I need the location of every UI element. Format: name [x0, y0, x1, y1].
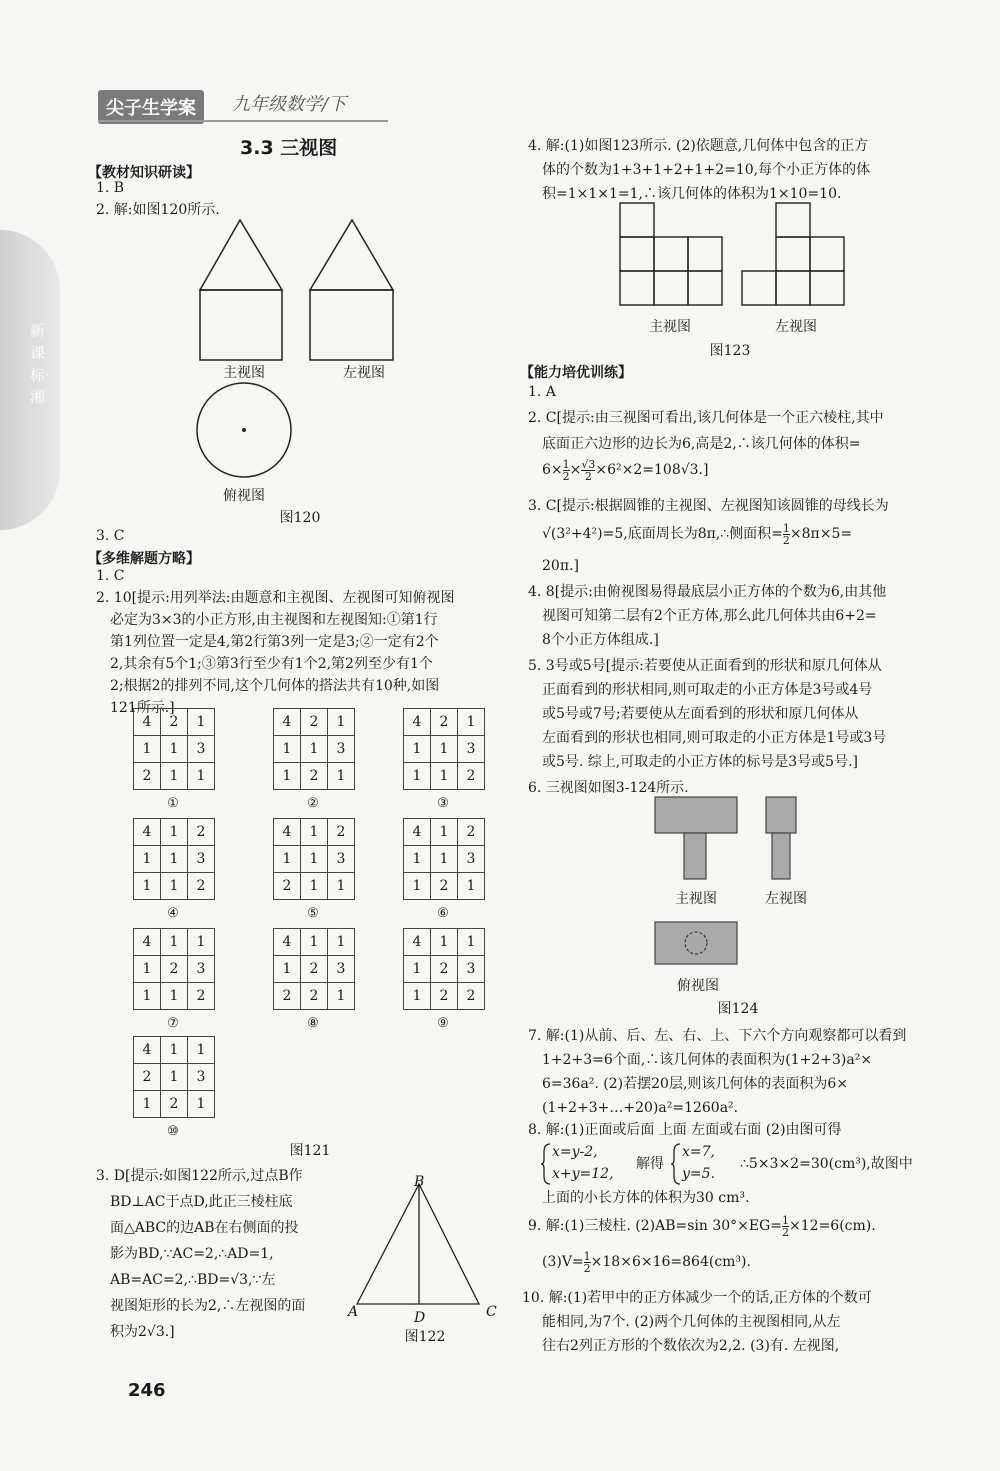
- fraction-half: $\frac{1}{2}$: [562, 457, 570, 483]
- grid-cell: 1: [188, 763, 215, 790]
- grid-cell: 3: [328, 956, 355, 983]
- method-3-line-5: AB=AC=2,∴BD=√3,∵左: [110, 1272, 276, 1288]
- ability-5-line-2: 正面看到的形状相同,则可取走的小正方体是3号或4号: [542, 682, 873, 698]
- formula-c: ×6²×2=108√3.]: [595, 462, 709, 478]
- grid-cell: 1: [188, 709, 215, 736]
- grid-cell: 1: [188, 1037, 215, 1064]
- grid-cell: 2: [161, 956, 188, 983]
- point-d: D: [414, 1310, 426, 1326]
- grid-cell: 1: [458, 709, 485, 736]
- grid-cell: 4: [404, 819, 431, 846]
- grid-cell: 2: [188, 873, 215, 900]
- method-1: 1. C: [96, 568, 125, 584]
- grid-cell: 3: [328, 846, 355, 873]
- ability-2-line-2: 底面正六边形的边长为6,高是2,∴该几何体的体积=: [542, 436, 861, 452]
- grid-cell: 1: [404, 873, 431, 900]
- method-3-line-7: 积为2√3.]: [110, 1324, 175, 1340]
- grid-4: [133, 818, 215, 900]
- ability-5-line-4: 左面看到的形状也相同,则可取走的小正方体是1号或3号: [542, 730, 887, 746]
- grid-cell: 2: [134, 1064, 161, 1091]
- grid-cell: 1: [458, 929, 485, 956]
- grid-cell: 1: [134, 736, 161, 763]
- page-number: 246: [128, 1380, 166, 1401]
- grid-cell: 2: [431, 983, 458, 1010]
- grid-cell: 4: [274, 929, 301, 956]
- system-eq-1: x=y-2,: [552, 1144, 598, 1160]
- ability-7-line-4: (1+2+3+…+20)a²=1260a².: [542, 1100, 739, 1116]
- grid-cell: 4: [274, 819, 301, 846]
- grid-cell: 1: [161, 736, 188, 763]
- grid-label: ⑩: [167, 1124, 179, 1139]
- ability-7-line-2: 1+2+3=6个面,∴该几何体的表面积为(1+2+3)a²×: [542, 1052, 873, 1068]
- grid-cell: 1: [274, 956, 301, 983]
- solution-2: y=5.: [682, 1166, 715, 1182]
- front-view-roof: [200, 220, 282, 290]
- heading-textbook: 【教材知识研读】: [88, 165, 200, 181]
- grid-cell: 3: [188, 956, 215, 983]
- heading-methods: 【多维解题方略】: [88, 551, 200, 567]
- grid-cell: 2: [458, 983, 485, 1010]
- grid-label: ⑨: [437, 1016, 449, 1031]
- fraction-half-4: $\frac{1}{2}$: [583, 1249, 591, 1275]
- answer-3: 3. C: [96, 528, 125, 544]
- grid-cell: 3: [458, 846, 485, 873]
- book-badge: 尖子生学案: [98, 90, 204, 124]
- right-4-line-1: 4. 解:(1)如图123所示. (2)依题意,几何体中包含的正方: [528, 138, 869, 154]
- ability-5-line-3: 或5号或7号;若要使从左面看到的形状和原几何体从: [542, 706, 859, 722]
- ability-8-tail: ∴5×3×2=30(cm³),故图中: [740, 1156, 913, 1172]
- grid-cell: 1: [301, 929, 328, 956]
- front-view-body: [200, 290, 282, 360]
- grid-cell: 1: [134, 846, 161, 873]
- grid-cell: 1: [328, 873, 355, 900]
- grid-cell: 1: [328, 983, 355, 1010]
- top-view-block: [655, 922, 737, 964]
- grid-cell: 4: [274, 709, 301, 736]
- grid-cell: 3: [328, 736, 355, 763]
- grid-cell: 4: [404, 709, 431, 736]
- grid-label: ③: [437, 796, 449, 811]
- grid-cell: 2: [301, 763, 328, 790]
- grid-cell: 1: [188, 929, 215, 956]
- system-eq-2: x+y=12,: [552, 1166, 614, 1182]
- method-3-line-1: 3. D[提示:如图122所示,过点B作: [96, 1168, 303, 1184]
- grid-6: [403, 818, 485, 900]
- grid-cell: 2: [328, 819, 355, 846]
- grid-cell: 4: [404, 929, 431, 956]
- grid-cell: 2: [431, 873, 458, 900]
- fig120-side-label: 左视图: [343, 365, 385, 381]
- grid-cell: 1: [301, 819, 328, 846]
- grid-cell: 1: [328, 929, 355, 956]
- fraction-half-2: $\frac{1}{2}$: [782, 521, 790, 547]
- grid-cell: 2: [274, 983, 301, 1010]
- grid-cell: 2: [301, 709, 328, 736]
- figure-120: [190, 215, 410, 505]
- method-2-line-3: 第1列位置一定是4,第2行第3列一定是3;②一定有2个: [110, 634, 439, 650]
- grid-cell: 1: [161, 819, 188, 846]
- method-3-line-6: 视图矩形的长为2,∴左视图的面: [110, 1298, 306, 1314]
- grid-cell: 1: [161, 929, 188, 956]
- fig124-front-label: 主视图: [675, 891, 717, 907]
- grid-7: [133, 928, 215, 1010]
- grid-8: [273, 928, 355, 1010]
- grid-cell: 2: [188, 983, 215, 1010]
- ability-4-line-1: 4. 8[提示:由俯视图易得最底层小正方体的个数为6,由其他: [528, 584, 887, 600]
- grid-label: ⑧: [307, 1016, 319, 1031]
- fig120-top-label: 俯视图: [223, 488, 265, 504]
- brace-1: [540, 1142, 552, 1186]
- formula-b: ×: [569, 462, 582, 478]
- grid-label: ②: [307, 796, 319, 811]
- grid-cell: 1: [134, 956, 161, 983]
- fig124-caption: 图124: [717, 1001, 759, 1017]
- ability-2-line-1: 2. C[提示:由三视图可看出,该几何体是一个正六棱柱,其中: [528, 410, 884, 426]
- right-4-line-3: 积=1×1×1=1,∴该几何体的体积为1×10=10.: [542, 186, 842, 202]
- grid-cell: 1: [431, 846, 458, 873]
- section-title: 3.3 三视图: [240, 137, 338, 159]
- grid-cell: 3: [458, 956, 485, 983]
- ability-4-line-3: 8个小正方体组成.]: [542, 632, 659, 648]
- grid-cell: 1: [161, 873, 188, 900]
- grid-cell: 1: [274, 846, 301, 873]
- ability-10-line-3: 往右2列正方形的个数依次为2,2. (3)有. 左视图,: [542, 1338, 840, 1354]
- grid-cell: 3: [458, 736, 485, 763]
- grid-cell: 1: [161, 763, 188, 790]
- grid-cell: 1: [404, 983, 431, 1010]
- grid-cell: 1: [458, 873, 485, 900]
- ability-9-line-1: 9. 解:(1)三棱柱. (2)AB=sin 30°×EG= $\frac{1}{2}$ ×12=6(cm).: [528, 1213, 876, 1239]
- grid-cell: 2: [134, 763, 161, 790]
- ability-3-line-2: √(3²+4²)=5,底面周长为8π,∴侧面积= $\frac{1}{2}$ ×8π×5=: [542, 521, 853, 547]
- ability-4-line-2: 视图可知第二层有2个正方体,那么此几何体共由6+2=: [542, 608, 877, 624]
- grid-label: ⑥: [437, 906, 449, 921]
- grid-cell: 2: [431, 956, 458, 983]
- grid-2: [273, 708, 355, 790]
- grid-9: [403, 928, 485, 1010]
- grid-cell: 1: [404, 763, 431, 790]
- method-3-line-4: 影为BD,∵AC=2,∴AD=1,: [110, 1246, 274, 1262]
- side-stem: [772, 833, 790, 879]
- method-2-line-4: 2,其余有5个1;③第3行至少有1个2,第2列至少有1个: [110, 656, 433, 672]
- grid-cell: 1: [404, 956, 431, 983]
- grid-label: ①: [167, 796, 179, 811]
- grid-label: ⑦: [167, 1016, 179, 1031]
- method-2-line-2: 必定为3×3的小正方形,由主视图和左视图知:①第1行: [110, 612, 438, 628]
- grid-cell: 1: [161, 1064, 188, 1091]
- ability-8-line-3: 上面的小长方体的体积为30 cm³.: [542, 1190, 750, 1206]
- grid-cell: 2: [458, 819, 485, 846]
- solve-label: 解得: [636, 1156, 664, 1172]
- fig124-top-label: 俯视图: [677, 978, 719, 994]
- grid-cell: 1: [431, 763, 458, 790]
- method-2-line-6: 121所示.]: [110, 700, 175, 716]
- grid-cell: 2: [188, 819, 215, 846]
- grid-cell: 1: [328, 709, 355, 736]
- grid-cell: 1: [134, 983, 161, 1010]
- grid-label: ⑤: [307, 906, 319, 921]
- grid-label: ④: [167, 906, 179, 921]
- grid-cell: 4: [134, 819, 161, 846]
- method-3-line-2: BD⊥AC于点D,此正三棱柱底: [110, 1194, 293, 1210]
- grid-cell: 2: [301, 983, 328, 1010]
- ability-5-line-1: 5. 3号或5号[提示:若要使从正面看到的形状和原几何体从: [528, 658, 882, 674]
- grid-cell: 1: [301, 736, 328, 763]
- grid-cell: 4: [134, 709, 161, 736]
- grid-cell: 1: [188, 1091, 215, 1118]
- fig124-side-label: 左视图: [765, 891, 807, 907]
- grid-cell: 2: [301, 956, 328, 983]
- grid-cell: 1: [274, 763, 301, 790]
- fig123-caption: 图123: [709, 343, 751, 359]
- grid-cell: 2: [161, 1091, 188, 1118]
- grid-cell: 4: [134, 1037, 161, 1064]
- grid-cell: 1: [431, 929, 458, 956]
- grid-cell: 2: [161, 709, 188, 736]
- solution-1: x=7,: [682, 1144, 715, 1160]
- ability-9-line-2: (3)V= $\frac{1}{2}$ ×18×6×16=864(cm³).: [542, 1249, 751, 1275]
- right-4-line-2: 体的个数为1+3+1+2+1+2=10,每个小正方体的体: [542, 162, 871, 178]
- ability-3-line-1: 3. C[提示:根据圆锥的主视图、左视图知该圆锥的母线长为: [528, 498, 889, 514]
- ability-8-line-1: 8. 解:(1)正面或后面 上面 左面或右面 (2)由图可得: [528, 1122, 842, 1138]
- fig121-caption: 图121: [289, 1143, 331, 1159]
- grid-5: [273, 818, 355, 900]
- fig122-caption: 图122: [404, 1329, 446, 1345]
- front-top-block: [655, 797, 737, 833]
- figure-124: [650, 795, 820, 975]
- method-3-line-3: 面△ABC的边AB在右侧面的投: [110, 1220, 299, 1236]
- grid-cell: 1: [161, 846, 188, 873]
- grid-1: [133, 708, 215, 790]
- ability-2-formula: [542, 458, 708, 482]
- ability-3-line-3: 20π.]: [542, 558, 579, 574]
- fig120-caption: 图120: [279, 510, 321, 526]
- grid-cell: 2: [274, 873, 301, 900]
- front-stem: [684, 833, 706, 879]
- grid-cell: 4: [134, 929, 161, 956]
- ability-10-line-1: 10. 解:(1)若甲中的正方体减少一个的话,正方体的个数可: [522, 1290, 872, 1306]
- ability-6: 6. 三视图如图3-124所示.: [528, 780, 689, 796]
- ability-5-line-5: 或5号. 综上,可取走的小正方体的标号是3号或5号.]: [542, 754, 858, 770]
- ability-1: 1. A: [528, 384, 556, 400]
- ability-10-line-2: 能相同,为7个. (2)两个几何体的主视图相同,从左: [542, 1314, 841, 1330]
- grid-cell: 1: [301, 846, 328, 873]
- fig120-front-label: 主视图: [223, 365, 265, 381]
- method-2-line-1: 2. 10[提示:用列举法:由题意和主视图、左视图可知俯视图: [96, 590, 455, 606]
- grid-cell: 1: [404, 846, 431, 873]
- grid-cell: 3: [188, 846, 215, 873]
- header-rule: [98, 120, 388, 122]
- grid-cell: 1: [328, 763, 355, 790]
- grid-cell: 3: [188, 1064, 215, 1091]
- point-b: B: [414, 1174, 425, 1190]
- grid-cell: 1: [301, 873, 328, 900]
- fig123-front-label: 主视图: [649, 319, 691, 335]
- heading-ability: 【能力培优训练】: [520, 365, 632, 381]
- point-c: C: [486, 1304, 497, 1320]
- grid-cell: 1: [161, 983, 188, 1010]
- formula-a: 6×: [542, 462, 563, 478]
- method-2-line-5: 2;根据2的排列不同,这个几何体的搭法共有10种,如图: [110, 678, 440, 694]
- point-a: A: [348, 1304, 359, 1320]
- answer-1: 1. B: [96, 180, 125, 196]
- side-label: 新课标·湘: [30, 322, 50, 406]
- fig123-side-label: 左视图: [775, 319, 817, 335]
- grid-cell: 1: [431, 736, 458, 763]
- book-subtitle: 九年级数学/下: [232, 94, 347, 115]
- grid-cell: 3: [188, 736, 215, 763]
- side-top-block: [766, 797, 796, 833]
- grid-cell: 2: [431, 709, 458, 736]
- fraction-half-3: $\frac{1}{2}$: [782, 1213, 790, 1239]
- grid-cell: 1: [161, 1037, 188, 1064]
- top-view-center: [242, 428, 246, 432]
- grid-cell: 1: [431, 819, 458, 846]
- grid-cell: 1: [134, 1091, 161, 1118]
- answer-2: 2. 解:如图120所示.: [96, 202, 220, 218]
- side-view-body: [310, 290, 393, 360]
- grid-10: [133, 1036, 215, 1118]
- grid-cell: 1: [404, 736, 431, 763]
- grid-cell: 1: [134, 873, 161, 900]
- side-view-roof: [310, 220, 393, 290]
- grid-cell: 2: [458, 763, 485, 790]
- grid-3: [403, 708, 485, 790]
- brace-2: [670, 1142, 682, 1186]
- ability-7-line-3: 6=36a². (2)若摆20层,则该几何体的表面积为6×: [542, 1076, 849, 1092]
- grid-cell: 1: [274, 736, 301, 763]
- fraction-sqrt3: $\frac{√3}{2}$: [581, 457, 596, 483]
- ability-7-line-1: 7. 解:(1)从前、后、左、右、上、下六个方向观察都可以看到: [528, 1028, 907, 1044]
- figure-123: [615, 200, 855, 308]
